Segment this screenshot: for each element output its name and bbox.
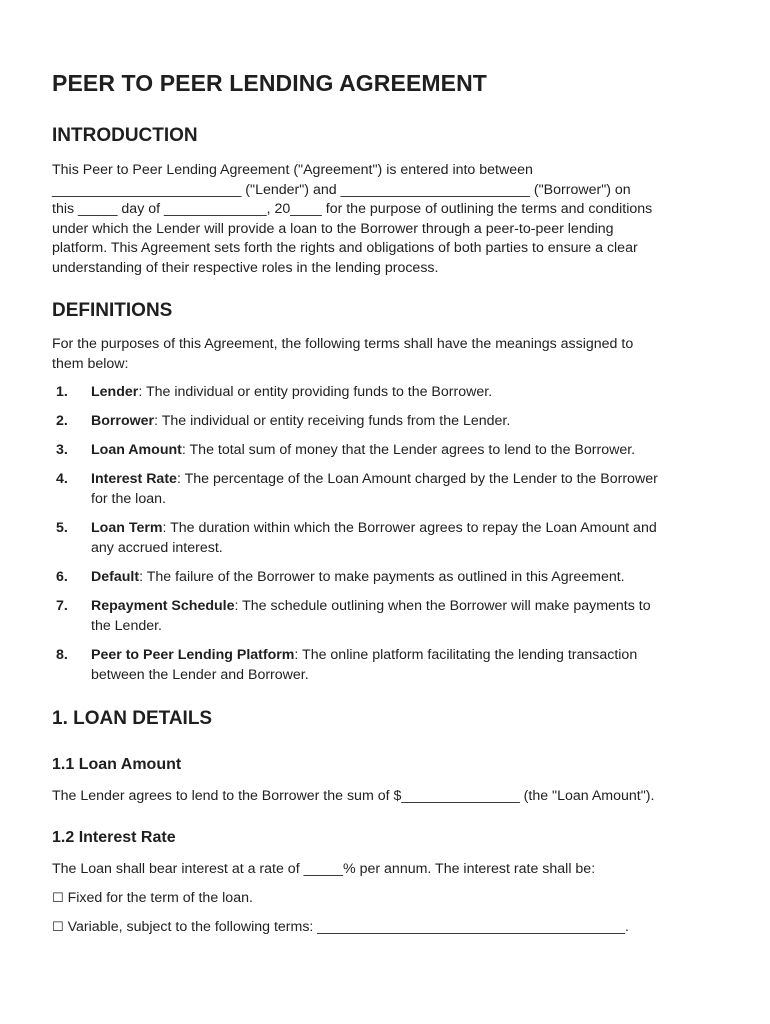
definition-number: 6. bbox=[56, 569, 68, 585]
definition-number: 7. bbox=[56, 598, 68, 614]
document-title: PEER TO PEER LENDING AGREEMENT bbox=[52, 70, 487, 96]
introduction-line: this _____ day of _____________, 20____ for the purpose of outlining the terms and conditions bbox=[52, 201, 653, 217]
fixed-rate-label: Fixed for the term of the loan. bbox=[63, 890, 253, 906]
definitions-intro-line: them below: bbox=[52, 355, 129, 372]
definition-term: Loan Term bbox=[91, 520, 163, 536]
interest-rate-heading: 1.2 Interest Rate bbox=[52, 829, 176, 846]
definition-text: the Lender. bbox=[91, 617, 162, 634]
definition-term: Repayment Schedule bbox=[91, 598, 235, 614]
fixed-rate-option[interactable] bbox=[52, 889, 718, 909]
definition-text: : The duration within which the Borrower agrees to repay the Loan Amount and bbox=[162, 520, 657, 536]
definition-term: Lender bbox=[91, 384, 139, 400]
definition-term: Default bbox=[91, 569, 140, 585]
definition-term: Peer to Peer Lending Platform bbox=[91, 647, 295, 663]
introduction-line: platform. This Agreement sets forth the rights and obligations of both parties to ensure a clear bbox=[52, 240, 638, 256]
definition-term: Borrower bbox=[91, 413, 155, 429]
checkbox-icon[interactable]: ☐ bbox=[52, 891, 64, 906]
definition-text: : The individual or entity receiving funds from the Lender. bbox=[154, 413, 511, 429]
definitions-heading: DEFINITIONS bbox=[52, 300, 173, 321]
checkbox-icon[interactable]: ☐ bbox=[52, 920, 64, 935]
definition-number: 1. bbox=[56, 384, 68, 400]
interest-rate-text: The Loan shall bear interest at a rate of _____% per annum. The interest rate shall be: bbox=[52, 861, 596, 877]
introduction-line: ________________________ ("Lender") and ________________________ ("Borrower") on bbox=[52, 181, 631, 198]
definition-text: : The failure of the Borrower to make payments as outlined in this Agreement. bbox=[139, 569, 625, 585]
introduction-line: understanding of their respective roles in the lending process. bbox=[52, 259, 439, 276]
loan-amount-heading: 1.1 Loan Amount bbox=[52, 756, 182, 773]
introduction-paragraph bbox=[52, 161, 718, 278]
definition-number: 8. bbox=[56, 647, 68, 663]
definition-text: : The percentage of the Loan Amount charged by the Lender to the Borrower bbox=[176, 471, 658, 487]
definition-number: 2. bbox=[56, 413, 68, 429]
definition-text: : The individual or entity providing funds to the Borrower. bbox=[138, 384, 493, 400]
definition-number: 5. bbox=[56, 520, 68, 536]
introduction-line: under which the Lender will provide a loan to the Borrower through a peer-to-peer lending bbox=[52, 220, 614, 237]
definition-number: 3. bbox=[56, 442, 68, 458]
introduction-line: This Peer to Peer Lending Agreement ("Agreement") is entered into between bbox=[52, 162, 533, 178]
definition-text: : The schedule outlining when the Borrower will make payments to bbox=[234, 598, 651, 614]
variable-rate-option[interactable] bbox=[52, 918, 718, 938]
loan-details-heading: 1. LOAN DETAILS bbox=[52, 708, 213, 729]
definitions-intro bbox=[52, 335, 718, 374]
definition-text: : The total sum of money that the Lender agrees to lend to the Borrower. bbox=[181, 442, 636, 458]
definition-term: Interest Rate bbox=[91, 471, 177, 487]
definition-text: between the Lender and Borrower. bbox=[91, 666, 309, 683]
definition-number: 4. bbox=[56, 471, 68, 487]
variable-rate-label: Variable, subject to the following terms: _______________________________________. bbox=[63, 919, 629, 935]
definition-text: : The online platform facilitating the lending transaction bbox=[294, 647, 638, 663]
definition-term: Loan Amount bbox=[91, 442, 182, 458]
introduction-heading: INTRODUCTION bbox=[52, 125, 198, 146]
definition-text: for the loan. bbox=[91, 490, 166, 507]
loan-amount-text: The Lender agrees to lend to the Borrower the sum of $_______________ (the "Loan Amount"). bbox=[52, 788, 655, 804]
definitions-intro-line: For the purposes of this Agreement, the following terms shall have the meanings assigned to bbox=[52, 336, 634, 352]
definition-text: any accrued interest. bbox=[91, 539, 223, 556]
